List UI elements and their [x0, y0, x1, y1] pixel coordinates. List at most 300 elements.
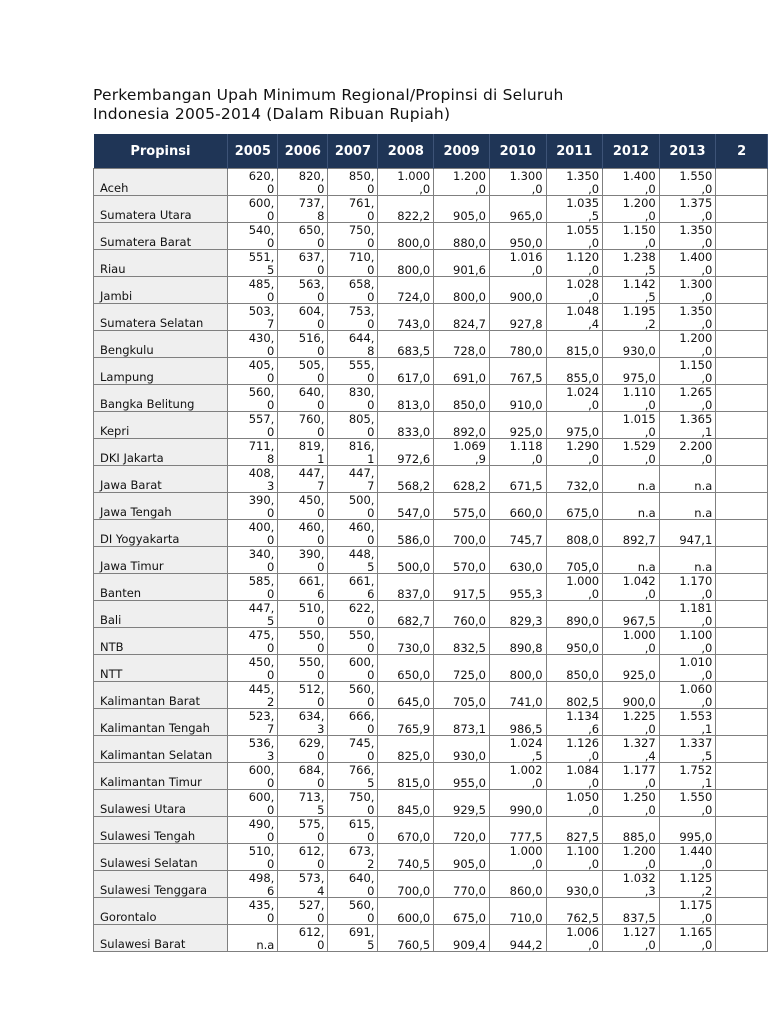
table-row: [94, 709, 768, 736]
wage-value-cell: 800,0: [378, 250, 434, 277]
wage-value-cell: 925,0: [489, 412, 546, 439]
wage-value-cell: 1.550 ,0: [659, 790, 716, 817]
wage-value-cell: 745,7: [489, 520, 546, 547]
wage-value-cell: 905,0: [434, 196, 490, 223]
table-row: [94, 655, 768, 682]
table-row: [94, 385, 768, 412]
wage-value-cell: 947,1: [659, 520, 716, 547]
wage-value-cell: 720,0: [434, 817, 490, 844]
wage-value-cell: 604, 0: [278, 304, 328, 331]
wage-value-cell: 682,7: [378, 601, 434, 628]
wage-value-cell: 400, 0: [228, 520, 278, 547]
wage-value-cell: 725,0: [434, 655, 490, 682]
wage-value-cell: 617,0: [378, 358, 434, 385]
wage-value-cell: 1.110 ,0: [603, 385, 660, 412]
wage-value-cell: 850,0: [546, 655, 603, 682]
wage-value-cell: 600, 0: [328, 655, 378, 682]
wage-value-cell: 1.400 ,0: [603, 169, 660, 196]
wage-value-cell: 950,0: [546, 628, 603, 655]
table-row: [94, 925, 768, 952]
wage-value-cell: 750, 0: [328, 223, 378, 250]
wage-value-cell: 813,0: [378, 385, 434, 412]
wage-value-cell: 816, 1: [328, 439, 378, 466]
table-row: [94, 169, 768, 196]
column-header-year: 2007: [328, 134, 378, 169]
wage-value-cell: 1.200 ,0: [659, 331, 716, 358]
wage-value-cell: 540, 0: [228, 223, 278, 250]
wage-value-cell: [716, 574, 768, 601]
wage-value-cell: 1.150 ,0: [659, 358, 716, 385]
wage-value-cell: 1.225 ,0: [603, 709, 660, 736]
wage-value-cell: 512, 0: [278, 682, 328, 709]
wage-value-cell: 1.238 ,5: [603, 250, 660, 277]
wage-value-cell: 927,8: [489, 304, 546, 331]
wage-value-cell: 448, 5: [328, 547, 378, 574]
wage-value-cell: 1.350 ,0: [659, 304, 716, 331]
wage-value-cell: 845,0: [378, 790, 434, 817]
wage-value-cell: [716, 925, 768, 952]
wage-value-cell: 1.181 ,0: [659, 601, 716, 628]
wage-value-cell: 447, 7: [328, 466, 378, 493]
wage-value-cell: 965,0: [489, 196, 546, 223]
wage-value-cell: 1.150 ,0: [603, 223, 660, 250]
province-name-cell: Sulawesi Tengah: [94, 817, 228, 844]
province-name-cell: DI Yogyakarta: [94, 520, 228, 547]
province-name-cell: Bengkulu: [94, 331, 228, 358]
wage-value-cell: 600,0: [378, 898, 434, 925]
wage-value-cell: 675,0: [434, 898, 490, 925]
wage-value-cell: 761, 0: [328, 196, 378, 223]
table-row: [94, 844, 768, 871]
wage-value-cell: 1.048 ,4: [546, 304, 603, 331]
wage-value-cell: 568,2: [378, 466, 434, 493]
column-header-year: 2011: [546, 134, 603, 169]
wage-value-cell: 575, 0: [278, 817, 328, 844]
wage-value-cell: 600, 0: [228, 763, 278, 790]
wage-value-cell: 475, 0: [228, 628, 278, 655]
wage-value-cell: 615, 0: [328, 817, 378, 844]
wage-value-cell: 766, 5: [328, 763, 378, 790]
wage-value-cell: 570,0: [434, 547, 490, 574]
wage-value-cell: 1.265 ,0: [659, 385, 716, 412]
wage-value-cell: 340, 0: [228, 547, 278, 574]
province-name-cell: Riau: [94, 250, 228, 277]
wage-value-cell: 890,8: [489, 628, 546, 655]
table-row: [94, 547, 768, 574]
wage-value-cell: 800,0: [489, 655, 546, 682]
wage-value-cell: 925,0: [603, 655, 660, 682]
wage-value-cell: 710, 0: [328, 250, 378, 277]
wage-value-cell: 972,6: [378, 439, 434, 466]
wage-value-cell: [716, 358, 768, 385]
table-row: [94, 601, 768, 628]
wage-value-cell: n.a: [659, 493, 716, 520]
wage-value-cell: [716, 655, 768, 682]
wage-value-cell: 547,0: [378, 493, 434, 520]
table-row: [94, 763, 768, 790]
wage-value-cell: 684, 0: [278, 763, 328, 790]
wage-value-cell: 711, 8: [228, 439, 278, 466]
wage-value-cell: 815,0: [546, 331, 603, 358]
wage-value-cell: [716, 385, 768, 412]
province-name-cell: Kalimantan Selatan: [94, 736, 228, 763]
wage-value-cell: 885,0: [603, 817, 660, 844]
wage-value-cell: 560, 0: [328, 682, 378, 709]
province-name-cell: Sumatera Barat: [94, 223, 228, 250]
wage-value-cell: 944,2: [489, 925, 546, 952]
province-name-cell: Kalimantan Timur: [94, 763, 228, 790]
wage-value-cell: 1.350 ,0: [659, 223, 716, 250]
wage-value-cell: 995,0: [659, 817, 716, 844]
wage-value-cell: 490, 0: [228, 817, 278, 844]
wage-value-cell: 777,5: [489, 817, 546, 844]
wage-value-cell: 1.069 ,9: [434, 439, 490, 466]
wage-value-cell: 1.084 ,0: [546, 763, 603, 790]
province-name-cell: Sulawesi Utara: [94, 790, 228, 817]
wage-value-cell: 1.028 ,0: [546, 277, 603, 304]
wage-value-cell: 730,0: [378, 628, 434, 655]
wage-value-cell: 850,0: [434, 385, 490, 412]
wage-value-cell: 900,0: [489, 277, 546, 304]
province-name-cell: Gorontalo: [94, 898, 228, 925]
wage-value-cell: 986,5: [489, 709, 546, 736]
wage-value-cell: 551, 5: [228, 250, 278, 277]
wage-value-cell: 660,0: [489, 493, 546, 520]
table-row: [94, 466, 768, 493]
column-header-propinsi: Propinsi: [94, 134, 228, 169]
wage-value-cell: 909,4: [434, 925, 490, 952]
title-line-2: Indonesia 2005-2014 (Dalam Ribuan Rupiah): [93, 105, 451, 123]
wage-value-cell: 829,3: [489, 601, 546, 628]
table-row: [94, 223, 768, 250]
wage-value-cell: 563, 0: [278, 277, 328, 304]
province-name-cell: Jawa Barat: [94, 466, 228, 493]
wage-value-cell: 1.006 ,0: [546, 925, 603, 952]
table-row: [94, 358, 768, 385]
wage-value-cell: 780,0: [489, 331, 546, 358]
wage-value-cell: 670,0: [378, 817, 434, 844]
wage-value-cell: 527, 0: [278, 898, 328, 925]
wage-value-cell: 600, 0: [228, 196, 278, 223]
wage-value-cell: [716, 763, 768, 790]
wage-value-cell: 405, 0: [228, 358, 278, 385]
table-row: [94, 790, 768, 817]
wage-value-cell: 2.200 ,0: [659, 439, 716, 466]
wage-value-cell: 1.300 ,0: [659, 277, 716, 304]
wage-value-cell: 1.042 ,0: [603, 574, 660, 601]
wage-value-cell: 1.177 ,0: [603, 763, 660, 790]
wage-value-cell: 1.400 ,0: [659, 250, 716, 277]
table-row: [94, 331, 768, 358]
wage-value-cell: [716, 223, 768, 250]
wage-value-cell: 1.365 ,1: [659, 412, 716, 439]
wage-value-cell: 658, 0: [328, 277, 378, 304]
wage-value-cell: 1.300 ,0: [489, 169, 546, 196]
wage-value-cell: 1.055 ,0: [546, 223, 603, 250]
wage-value-cell: 905,0: [434, 844, 490, 871]
province-name-cell: Bangka Belitung: [94, 385, 228, 412]
column-header-year: 2006: [278, 134, 328, 169]
wage-value-cell: 1.175 ,0: [659, 898, 716, 925]
province-name-cell: Bali: [94, 601, 228, 628]
wage-value-cell: 1.134 ,6: [546, 709, 603, 736]
table-row: [94, 682, 768, 709]
wage-value-cell: [716, 520, 768, 547]
wage-value-cell: 830, 0: [328, 385, 378, 412]
wage-value-cell: 873,1: [434, 709, 490, 736]
wage-value-cell: 819, 1: [278, 439, 328, 466]
wage-value-cell: 740,5: [378, 844, 434, 871]
wage-value-cell: 1.032 ,3: [603, 871, 660, 898]
wage-value-cell: [716, 628, 768, 655]
wage-value-cell: [716, 493, 768, 520]
wage-value-cell: 990,0: [489, 790, 546, 817]
wage-value-cell: 1.337 ,5: [659, 736, 716, 763]
wage-value-cell: 930,0: [603, 331, 660, 358]
wage-value-cell: 1.553 ,1: [659, 709, 716, 736]
wage-value-cell: 620, 0: [228, 169, 278, 196]
column-header-year: 2009: [434, 134, 490, 169]
wage-value-cell: 737, 8: [278, 196, 328, 223]
province-name-cell: NTB: [94, 628, 228, 655]
wage-value-cell: 820, 0: [278, 169, 328, 196]
wage-value-cell: 650, 0: [278, 223, 328, 250]
wage-value-cell: 800,0: [378, 223, 434, 250]
wage-value-cell: 1.350 ,0: [546, 169, 603, 196]
wage-value-cell: 892,7: [603, 520, 660, 547]
wage-value-cell: 1.195 ,2: [603, 304, 660, 331]
table-row: [94, 277, 768, 304]
wage-value-cell: 760,0: [434, 601, 490, 628]
column-header-year: 2005: [228, 134, 278, 169]
table-row: [94, 898, 768, 925]
province-name-cell: Sulawesi Tenggara: [94, 871, 228, 898]
table-row: [94, 871, 768, 898]
wage-value-cell: 728,0: [434, 331, 490, 358]
wage-value-cell: [716, 304, 768, 331]
wage-value-cell: 408, 3: [228, 466, 278, 493]
document-title: [93, 86, 753, 124]
wage-value-cell: 1.000 ,0: [603, 628, 660, 655]
wage-value-cell: 673, 2: [328, 844, 378, 871]
wage-value-cell: 634, 3: [278, 709, 328, 736]
wage-value-cell: 765,9: [378, 709, 434, 736]
wage-value-cell: 892,0: [434, 412, 490, 439]
wage-value-cell: 800,0: [434, 277, 490, 304]
wage-value-cell: 724,0: [378, 277, 434, 304]
wage-value-cell: n.a: [603, 493, 660, 520]
wage-value-cell: 1.126 ,0: [546, 736, 603, 763]
wage-value-cell: 917,5: [434, 574, 490, 601]
wage-value-cell: 741,0: [489, 682, 546, 709]
province-name-cell: Kalimantan Tengah: [94, 709, 228, 736]
wage-value-cell: 745, 0: [328, 736, 378, 763]
wage-value-cell: 767,5: [489, 358, 546, 385]
wage-value-cell: [716, 547, 768, 574]
wage-value-cell: 1.127 ,0: [603, 925, 660, 952]
wage-value-cell: 1.200 ,0: [603, 844, 660, 871]
table-row: [94, 412, 768, 439]
wage-value-cell: 700,0: [378, 871, 434, 898]
wage-value-cell: 815,0: [378, 763, 434, 790]
wage-value-cell: 1.035 ,5: [546, 196, 603, 223]
wage-value-cell: 671,5: [489, 466, 546, 493]
province-name-cell: Banten: [94, 574, 228, 601]
wage-value-cell: n.a: [659, 547, 716, 574]
wage-value-cell: 555, 0: [328, 358, 378, 385]
wage-value-cell: 900,0: [603, 682, 660, 709]
column-header-year: 2013: [659, 134, 716, 169]
wage-value-cell: 850, 0: [328, 169, 378, 196]
table-row: [94, 304, 768, 331]
wage-value-cell: 560, 0: [328, 898, 378, 925]
wage-value-cell: 644, 8: [328, 331, 378, 358]
wage-value-cell: 691, 5: [328, 925, 378, 952]
wage-value-cell: 628,2: [434, 466, 490, 493]
wage-value-cell: 890,0: [546, 601, 603, 628]
table-body: [94, 169, 768, 952]
wage-value-cell: 762,5: [546, 898, 603, 925]
wage-value-cell: 523, 7: [228, 709, 278, 736]
wage-value-cell: 1.060 ,0: [659, 682, 716, 709]
wage-table: [93, 134, 768, 952]
wage-value-cell: 498, 6: [228, 871, 278, 898]
wage-value-cell: 575,0: [434, 493, 490, 520]
table-row: [94, 574, 768, 601]
wage-value-cell: [716, 871, 768, 898]
wage-value-cell: 930,0: [434, 736, 490, 763]
province-name-cell: Aceh: [94, 169, 228, 196]
wage-value-cell: 837,5: [603, 898, 660, 925]
wage-value-cell: 1.050 ,0: [546, 790, 603, 817]
wage-value-cell: 516, 0: [278, 331, 328, 358]
wage-value-cell: 675,0: [546, 493, 603, 520]
wage-value-cell: [716, 466, 768, 493]
wage-value-cell: 661, 6: [328, 574, 378, 601]
table-row: [94, 736, 768, 763]
wage-value-cell: 760, 0: [278, 412, 328, 439]
wage-value-cell: 683,5: [378, 331, 434, 358]
wage-value-cell: 510, 0: [228, 844, 278, 871]
wage-value-cell: 430, 0: [228, 331, 278, 358]
wage-value-cell: 612, 0: [278, 844, 328, 871]
wage-value-cell: 1.165 ,0: [659, 925, 716, 952]
wage-value-cell: 930,0: [546, 871, 603, 898]
wage-value-cell: 1.550 ,0: [659, 169, 716, 196]
province-name-cell: Sulawesi Barat: [94, 925, 228, 952]
province-name-cell: Sumatera Utara: [94, 196, 228, 223]
wage-value-cell: 550, 0: [278, 655, 328, 682]
province-name-cell: Kalimantan Barat: [94, 682, 228, 709]
wage-value-cell: [716, 898, 768, 925]
wage-value-cell: 713, 5: [278, 790, 328, 817]
wage-value-cell: 560, 0: [228, 385, 278, 412]
wage-value-cell: 629, 0: [278, 736, 328, 763]
wage-value-cell: 750, 0: [328, 790, 378, 817]
wage-value-cell: 880,0: [434, 223, 490, 250]
wage-value-cell: 447, 7: [278, 466, 328, 493]
wage-value-cell: [716, 439, 768, 466]
wage-value-cell: 901,6: [434, 250, 490, 277]
wage-value-cell: 622, 0: [328, 601, 378, 628]
wage-value-cell: [716, 601, 768, 628]
wage-value-cell: [716, 736, 768, 763]
wage-value-cell: 910,0: [489, 385, 546, 412]
wage-value-cell: 650,0: [378, 655, 434, 682]
wage-value-cell: [716, 331, 768, 358]
column-header-year: 2: [716, 134, 768, 169]
wage-value-cell: 445, 2: [228, 682, 278, 709]
wage-value-cell: 700,0: [434, 520, 490, 547]
province-name-cell: Jawa Tengah: [94, 493, 228, 520]
wage-value-cell: 1.529 ,0: [603, 439, 660, 466]
wage-value-cell: 1.200 ,0: [434, 169, 490, 196]
wage-value-cell: 600, 0: [228, 790, 278, 817]
table-row: [94, 817, 768, 844]
wage-value-cell: 1.024 ,5: [489, 736, 546, 763]
table-row: [94, 520, 768, 547]
wage-value-cell: 760,5: [378, 925, 434, 952]
wage-value-cell: 705,0: [546, 547, 603, 574]
wage-value-cell: n.a: [659, 466, 716, 493]
wage-value-cell: 824,7: [434, 304, 490, 331]
wage-value-cell: 500, 0: [328, 493, 378, 520]
province-name-cell: Kepri: [94, 412, 228, 439]
wage-value-cell: 510, 0: [278, 601, 328, 628]
wage-value-cell: 390, 0: [228, 493, 278, 520]
wage-value-cell: 1.100 ,0: [659, 628, 716, 655]
wage-value-cell: 1.000 ,0: [489, 844, 546, 871]
wage-value-cell: 612, 0: [278, 925, 328, 952]
wage-value-cell: 955,3: [489, 574, 546, 601]
wage-value-cell: 691,0: [434, 358, 490, 385]
wage-value-cell: [716, 844, 768, 871]
wage-value-cell: 855,0: [546, 358, 603, 385]
wage-value-cell: 1.010 ,0: [659, 655, 716, 682]
wage-value-cell: 1.327 ,4: [603, 736, 660, 763]
wage-value-cell: 536, 3: [228, 736, 278, 763]
wage-value-cell: 666, 0: [328, 709, 378, 736]
wage-value-cell: [716, 196, 768, 223]
wage-value-cell: 1.375 ,0: [659, 196, 716, 223]
wage-value-cell: 753, 0: [328, 304, 378, 331]
wage-value-cell: 975,0: [603, 358, 660, 385]
province-name-cell: Lampung: [94, 358, 228, 385]
wage-value-cell: 435, 0: [228, 898, 278, 925]
wage-value-cell: 822,2: [378, 196, 434, 223]
wage-value-cell: 1.125 ,2: [659, 871, 716, 898]
province-name-cell: NTT: [94, 655, 228, 682]
wage-value-cell: 1.024 ,0: [546, 385, 603, 412]
title-line-1: Perkembangan Upah Minimum Regional/Propinsi di Seluruh: [93, 86, 564, 104]
wage-value-cell: 743,0: [378, 304, 434, 331]
wage-value-cell: 450, 0: [228, 655, 278, 682]
wage-value-cell: n.a: [603, 466, 660, 493]
wage-value-cell: 503, 7: [228, 304, 278, 331]
province-name-cell: Jambi: [94, 277, 228, 304]
wage-value-cell: [716, 250, 768, 277]
wage-value-cell: 1.250 ,0: [603, 790, 660, 817]
wage-value-cell: [716, 169, 768, 196]
wage-value-cell: 860,0: [489, 871, 546, 898]
wage-value-cell: 460, 0: [328, 520, 378, 547]
province-name-cell: Jawa Timur: [94, 547, 228, 574]
wage-value-cell: 645,0: [378, 682, 434, 709]
table-row: [94, 196, 768, 223]
wage-value-cell: n.a: [603, 547, 660, 574]
wage-value-cell: 1.002 ,0: [489, 763, 546, 790]
wage-value-cell: 802,5: [546, 682, 603, 709]
